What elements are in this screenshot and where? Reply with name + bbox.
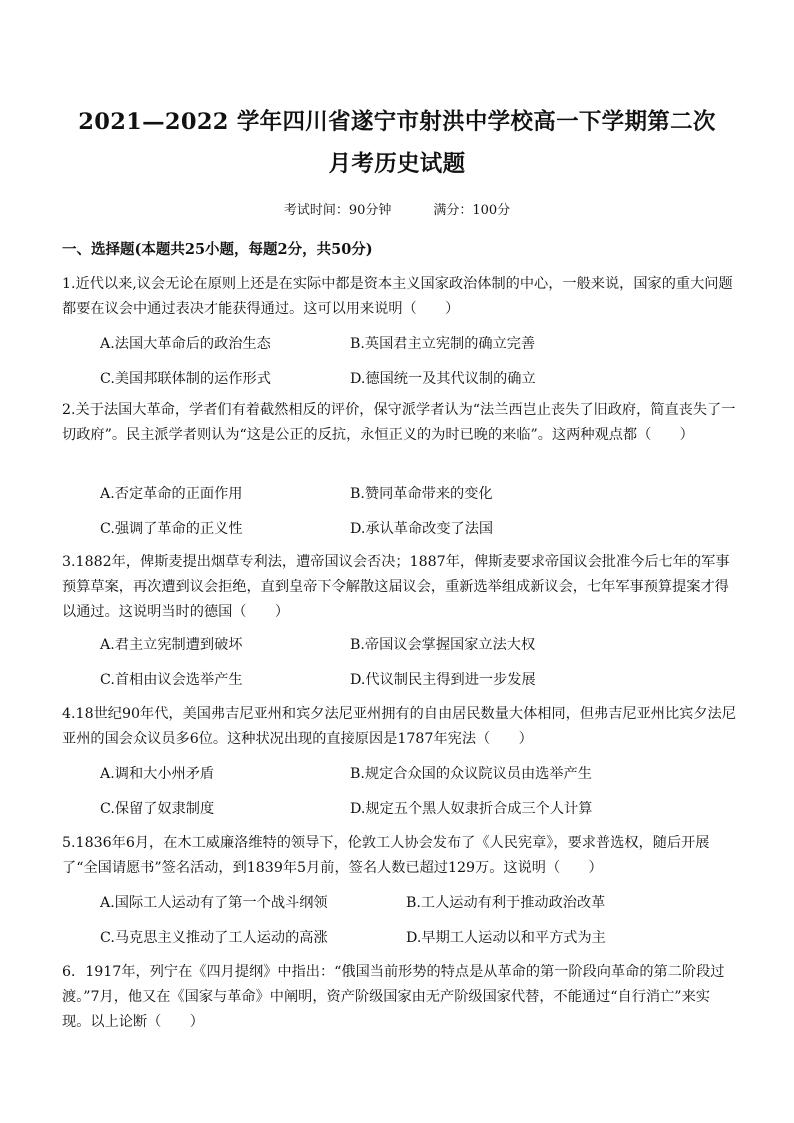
question-5-stem: 5.1836年6月，在木工威廉洛维特的领导下，伦敦工人协会发布了《人民宪章》，要求普选权，随后开展了“全国请愿书”签名活动，到1839年5月前，签名人数已超过129万。这说明（ ） [62,835,710,876]
question-1-stem: 1.近代以来,议会无论在原则上还是在实际中都是资本主义国家政治体制的中心，一般来说，国家的重大问题都要在议会中通过表决才能获得通过。这可以用来说明（ ） [62,276,733,317]
question-1-option-b: B.英国君主立宪制的确立完善 [350,336,536,352]
question-5-option-d: D.早期工人运动以和平方式为主 [406,930,606,946]
question-2-option-c: C.强调了革命的正义性 [100,521,243,537]
question-2-stem: 2.关于法国大革命，学者们有着截然相反的评价，保守派学者认为“法兰西岂止丧失了旧政府，简直丧失了一切政府”。民主派学者则认为“这是公正的反抗，永恒正义的为时已晚的来临”。这两种观点都（ ） [62,402,736,443]
question-1-option-c: C.美国邦联体制的运作形式 [100,371,271,387]
exam-meta [0,199,794,218]
question-4-option-b: B.规定合众国的众议院议员由选举产生 [350,766,592,782]
question-1-option-a: A.法国大革命后的政治生态 [100,336,271,352]
question-6-stem: 6．1917年，列宁在《四月提纲》中指出：“俄国当前形势的特点是从革命的第一阶段向革命的第二阶段过渡。”7月，他又在《国家与革命》中阐明，资产阶级国家由无产阶级国家代替，不能通过“自行消亡”来实现。以上论断（ ） [62,964,725,1030]
question-5-option-c: C.马克思主义推动了工人运动的高涨 [100,930,328,946]
question-2-option-a: A.否定革命的正面作用 [100,486,243,502]
question-2-option-d: D.承认革命改变了法国 [350,521,494,537]
section-heading: 一、选择题(本题共25小题，每题2分，共50分) [62,241,373,258]
question-3-option-b: B.帝国议会掌握国家立法大权 [350,637,536,653]
question-3-option-a: A.君主立宪制遭到破坏 [100,637,243,653]
question-5-option-a: A.国际工人运动有了第一个战斗纲领 [100,895,328,911]
exam-title-line-2: 月考历史试题 [328,151,466,177]
full-score: 满分：100分 [433,203,511,218]
question-3-option-d: D.代议制民主得到进一步发展 [350,672,536,688]
question-1-option-d: D.德国统一及其代议制的确立 [350,371,536,387]
question-3-stem: 3.1882年，俾斯麦提出烟草专利法，遭帝国议会否决；1887年，俾斯麦要求帝国议会批准今后七年的军事预算草案，再次遭到议会拒绝，直到皇帝下令解散这届议会，重新选举组成新议会，七年军事预算提案才得以通过。这说明当时的德国（ ） [62,554,730,620]
question-4-option-a: A.调和大小州矛盾 [100,766,215,782]
question-5-option-b: B.工人运动有利于推动政治改革 [406,895,606,911]
question-4-option-c: C.保留了奴隶制度 [100,801,215,817]
question-4-stem: 4.18世纪90年代，美国弗吉尼亚州和宾夕法尼亚州拥有的自由居民数量大体相同，但弗吉尼亚州比宾夕法尼亚州的国会众议员多6位。这种状况出现的直接原因是1787年宪法（ ） [62,706,736,747]
question-2-option-b: B.赞同革命带来的变化 [350,486,493,502]
question-4-option-d: D.规定五个黑人奴隶折合成三个人计算 [350,801,593,817]
question-3-option-c: C.首相由议会选举产生 [100,672,243,688]
exam-title-line-1: 2021—2022 学年四川省遂宁市射洪中学校高一下学期第二次 [78,109,716,135]
exam-time: 考试时间：90分钟 [283,203,392,218]
